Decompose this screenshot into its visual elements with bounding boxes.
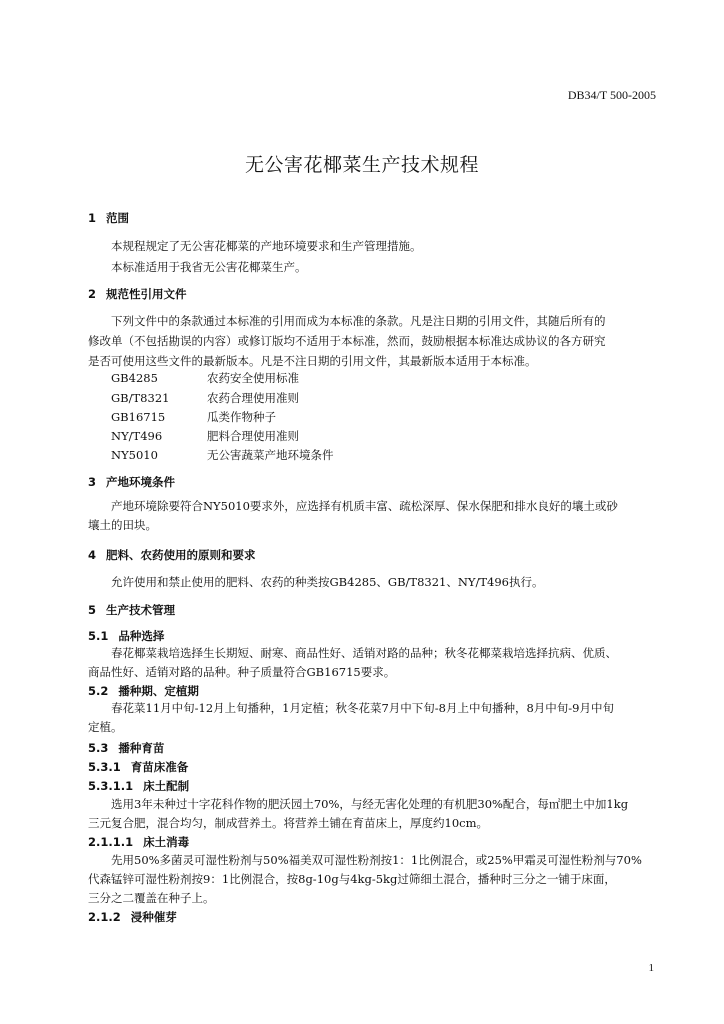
heading-4: 4 肥料、农药使用的原则和要求 — [88, 548, 256, 562]
paragraph-line: 壤土的田块。 — [88, 518, 157, 532]
heading-5-1: 5.1 品种选择 — [88, 629, 165, 643]
paragraph-line: 春花椰菜栽培选择生长期短、耐寒、商品性好、适销对路的品种；秋冬花椰菜栽培选择抗病、优质、 — [111, 646, 617, 660]
document-title: 无公害花椰菜生产技术规程 — [244, 154, 479, 176]
heading-3: 3 产地环境条件 — [88, 475, 176, 489]
heading-5: 5 生产技术管理 — [88, 603, 176, 617]
reference-item: GB4285 农药安全使用标准 — [111, 371, 299, 385]
paragraph-line: 本规程规定了无公害花椰菜的产地环境要求和生产管理措施。 — [111, 239, 422, 253]
paragraph-line: 先用50%多菌灵可湿性粉剂与50%福美双可湿性粉剂按1：1比例混合，或25%甲霜灵可湿性粉剂与70% — [111, 853, 642, 867]
paragraph-line: 代森锰锌可湿性粉剂按9：1比例混合，按8g-10g与4kg-5kg过筛细土混合，播种时三分之一铺于床面， — [88, 872, 616, 886]
paragraph-line: 定植。 — [88, 720, 123, 734]
heading-5-2: 5.2 播种期、定植期 — [88, 684, 199, 698]
heading-5-3: 5.3 播种育苗 — [88, 741, 165, 755]
reference-item: NY5010 无公害蔬菜产地环境条件 — [111, 448, 334, 462]
heading-5-3-1-1: 5.3.1.1 床土配制 — [88, 779, 190, 793]
heading-5-3-1: 5.3.1 育苗床准备 — [88, 760, 189, 774]
heading-2-1-1-1: 2.1.1.1 床土消毒 — [88, 835, 190, 849]
paragraph-line: 本标准适用于我省无公害花椰菜生产。 — [111, 260, 307, 274]
reference-item: NY/T496 肥料合理使用准则 — [111, 429, 299, 443]
paragraph-line: 春花菜11月中旬-12月上旬播种，1月定植；秋冬花菜7月中下旬-8月上中旬播种，8月中旬-9月中旬 — [111, 701, 615, 715]
reference-item: GB/T8321 农药合理使用准则 — [111, 391, 299, 405]
heading-1: 1 范围 — [88, 211, 130, 225]
paragraph-line: 三元复合肥，混合均匀，制成营养土。将营养土铺在育苗床上，厚度约10cm。 — [88, 816, 488, 830]
standard-code: DB34/T 500-2005 — [567, 88, 656, 102]
reference-item: GB16715 瓜类作物种子 — [111, 410, 276, 424]
paragraph-line: 三分之二覆盖在种子上。 — [88, 891, 215, 905]
heading-2-1-2: 2.1.2 浸种催芽 — [88, 910, 177, 924]
paragraph-line: 下列文件中的条款通过本标准的引用而成为本标准的条款。凡是注日期的引用文件，其随后所有的 — [111, 314, 606, 328]
heading-2: 2 规范性引用文件 — [88, 287, 187, 301]
paragraph-line: 是否可使用这些文件的最新版本。凡是不注日期的引用文件，其最新版本适用于本标准。 — [88, 354, 537, 368]
paragraph-line: 选用3年未种过十字花科作物的肥沃园土70%，与经无害化处理的有机肥30%配合，每㎡肥土中加1kg — [111, 797, 629, 811]
paragraph-line: 允许使用和禁止使用的肥料、农药的种类按GB4285、GB/T8321、NY/T496执行。 — [111, 575, 544, 589]
paragraph-line: 产地环境除要符合NY5010要求外，应选择有机质丰富、疏松深厚、保水保肥和排水良好的壤土或砂 — [111, 499, 618, 513]
page-number: 1 — [648, 962, 654, 974]
paragraph-line: 商品性好、适销对路的品种。种子质量符合GB16715要求。 — [88, 665, 396, 679]
paragraph-line: 修改单（不包括勘误的内容）或修订版均不适用于本标准，然而，鼓励根据本标准达成协议的各方研究 — [88, 334, 606, 348]
